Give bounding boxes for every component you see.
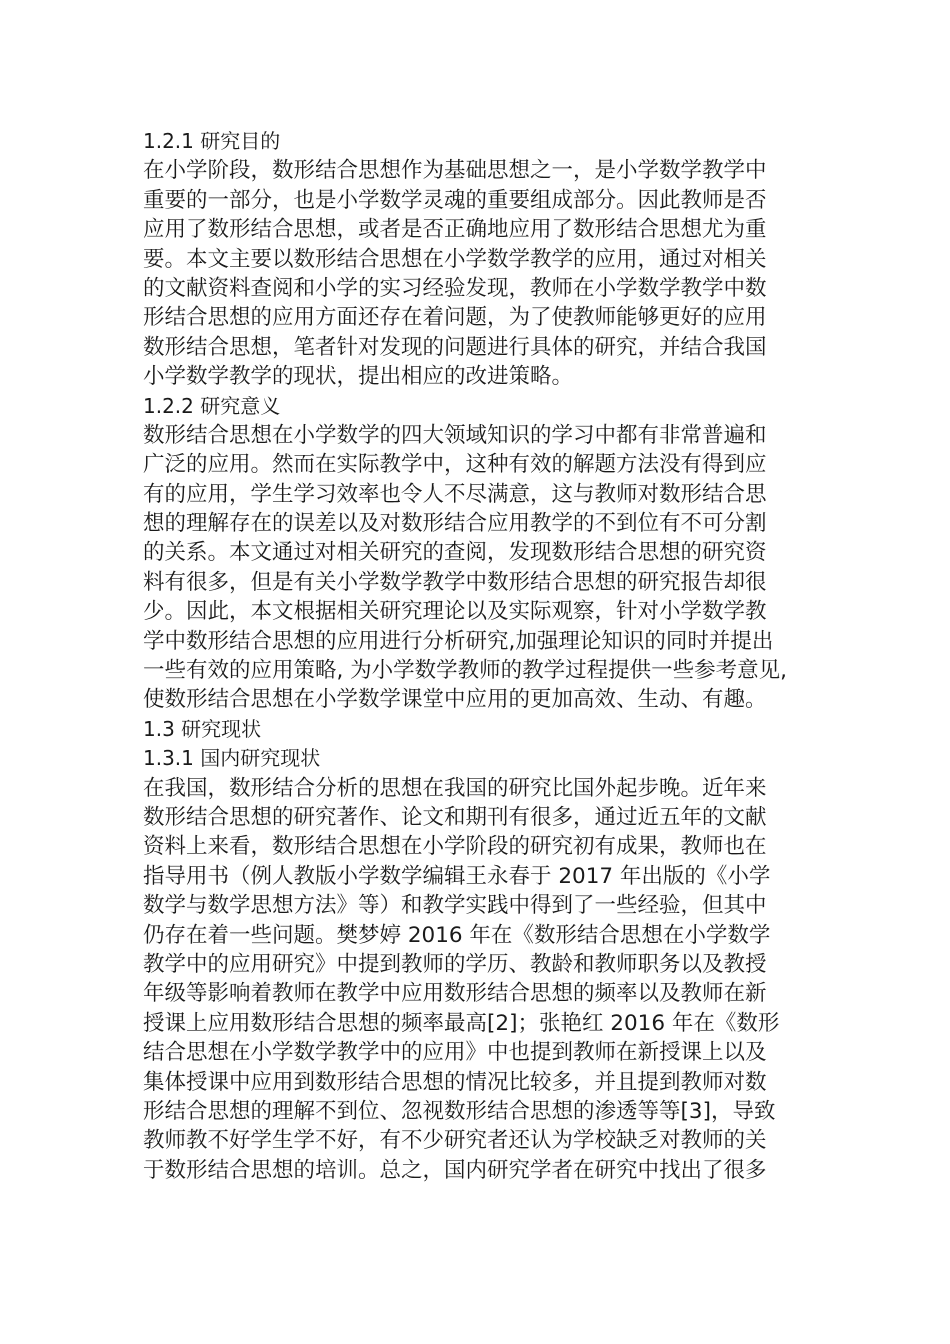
paragraph-line: 重要的一部分，也是小学数学灵魂的重要组成部分。因此教师是否 — [143, 187, 767, 213]
paragraph-line: 料有很多，但是有关小学数学教学中数形结合思想的研究报告却很 — [143, 569, 767, 595]
paragraph-line: 教师教不好学生学不好，有不少研究者还认为学校缺乏对教师的关 — [143, 1128, 767, 1154]
section-heading-1-2-2: 1.2.2 研究意义 — [143, 393, 281, 418]
paragraph-line: 数形结合思想在小学数学的四大领域知识的学习中都有非常普遍和 — [143, 422, 767, 448]
paragraph-line: 集体授课中应用到数形结合思想的情况比较多，并且提到教师对数 — [143, 1069, 767, 1095]
paragraph-line: 应用了数形结合思想，或者是否正确地应用了数形结合思想尤为重 — [143, 217, 767, 243]
paragraph-line: 形结合思想的应用方面还存在着问题，为了使教师能够更好的应用 — [143, 305, 767, 331]
paragraph-line: 于数形结合思想的培训。总之，国内研究学者在研究中找出了很多 — [143, 1157, 767, 1183]
document-body — [143, 127, 823, 1185]
paragraph-line: 在小学阶段，数形结合思想作为基础思想之一，是小学数学教学中 — [143, 158, 767, 184]
paragraph-line: 数形结合思想的研究著作、论文和期刊有很多，通过近五年的文献 — [143, 804, 767, 830]
paragraph-line: 小学数学教学的现状，提出相应的改进策略。 — [143, 364, 574, 390]
paragraph-line: 仍存在着一些问题。樊梦婷 2016 年在《数形结合思想在小学数学 — [143, 922, 771, 948]
paragraph-line: 在我国，数形结合分析的思想在我国的研究比国外起步晚。近年来 — [143, 775, 767, 801]
paragraph-line: 有的应用，学生学习效率也令人不尽满意，这与教师对数形结合思 — [143, 481, 767, 507]
paragraph-line: 广泛的应用。然而在实际教学中，这种有效的解题方法没有得到应 — [143, 452, 767, 478]
paragraph-line: 要。本文主要以数形结合思想在小学数学教学的应用，通过对相关 — [143, 246, 767, 272]
paragraph-line: 授课上应用数形结合思想的频率最高[2]；张艳红 2016 年在《数形 — [143, 1010, 780, 1036]
section-heading-1-3-1: 1.3.1 国内研究现状 — [143, 746, 321, 771]
paragraph-line: 的文献资料查阅和小学的实习经验发现，教师在小学数学教学中数 — [143, 275, 767, 301]
paragraph-line: 学中数形结合思想的应用进行分析研究,加强理论知识的同时并提出 — [143, 628, 774, 654]
section-heading-1-2-1: 1.2.1 研究目的 — [143, 129, 281, 153]
paragraph-line: 年级等影响着教师在教学中应用数形结合思想的频率以及教师在新 — [143, 981, 767, 1007]
section-heading-1-3: 1.3 研究现状 — [143, 716, 262, 741]
paragraph-line: 指导用书（例人教版小学数学编辑王永春于 2017 年出版的《小学 — [143, 863, 771, 889]
paragraph-line: 教学中的应用研究》中提到教师的学历、教龄和教师职务以及教授 — [143, 951, 767, 977]
paragraph-line: 数形结合思想，笔者针对发现的问题进行具体的研究，并结合我国 — [143, 334, 767, 360]
paragraph-line: 使数形结合思想在小学数学课堂中应用的更加高效、生动、有趣。 — [143, 687, 767, 713]
paragraph-line: 资料上来看，数形结合思想在小学阶段的研究初有成果，教师也在 — [143, 834, 767, 860]
paragraph-line: 的关系。本文通过对相关研究的查阅，发现数形结合思想的研究资 — [143, 540, 767, 566]
paragraph-line: 少。因此，本文根据相关研究理论以及实际观察，针对小学数学教 — [143, 599, 767, 625]
paragraph-line: 一些有效的应用策略, 为小学数学教师的教学过程提供一些参考意见, — [143, 658, 788, 684]
paragraph-line: 想的理解存在的误差以及对数形结合应用教学的不到位有不可分割 — [143, 511, 767, 537]
paragraph-line: 结合思想在小学数学教学中的应用》中也提到教师在新授课上以及 — [143, 1040, 767, 1066]
paragraph-line: 数学与数学思想方法》等）和教学实践中得到了一些经验，但其中 — [143, 893, 767, 919]
paragraph-line: 形结合思想的理解不到位、忽视数形结合思想的渗透等等[3]，导致 — [143, 1098, 776, 1124]
